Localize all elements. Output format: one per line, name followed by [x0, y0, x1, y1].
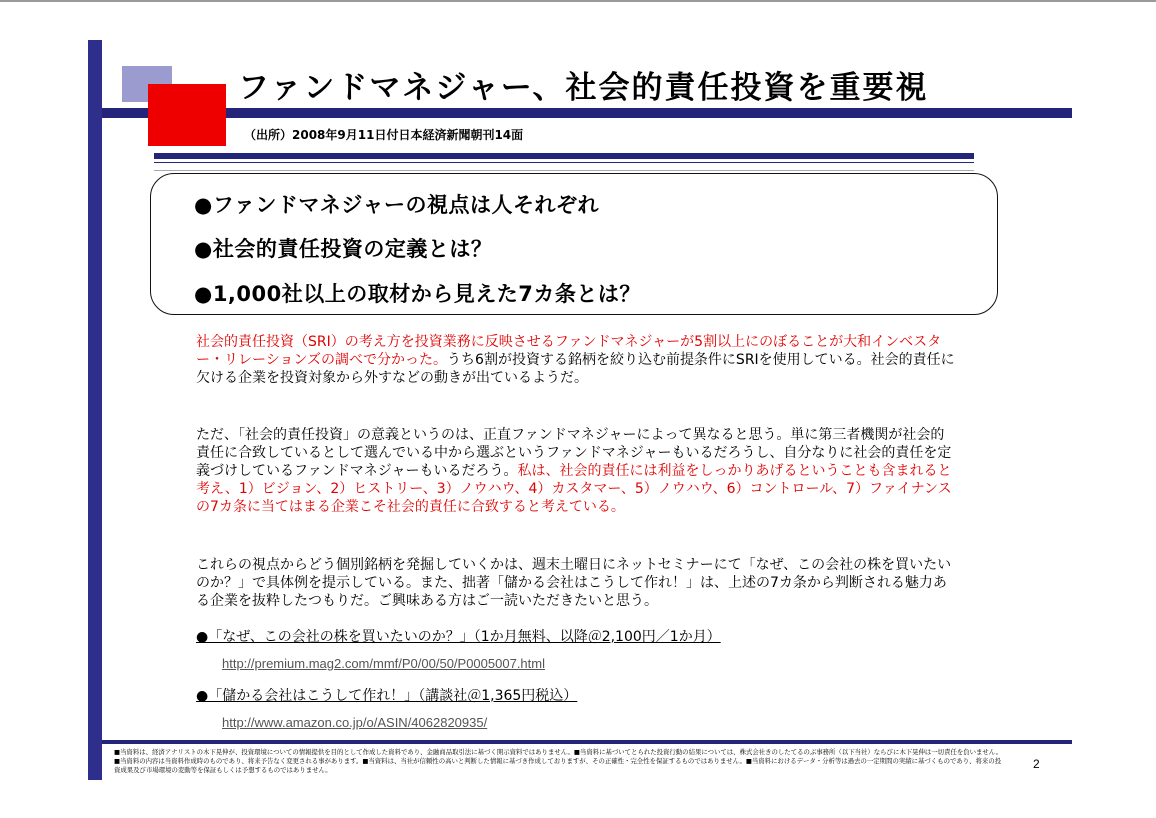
title-underline-band	[226, 108, 1072, 118]
paragraph-1	[196, 333, 958, 387]
seminar-url-link[interactable]: http://premium.mag2.com/mmf/P0/00/50/P0005007.html	[222, 656, 545, 671]
slide-title: ファンドマネジャー、社会的責任投資を重要視	[238, 70, 929, 106]
footer-band	[102, 740, 1072, 744]
disclaimer-text: ■当資料は、経済アナリストの木下晃伸が、投資環境についての情報提供を目的として作成した資料であり、金融商品取引法に基づく開示資料ではありません。■当資料に基づいてとられた投資行動の結果については、株式会社きのしたてるのぶ事務所（以下当社）ならびに木下晃伸は一切責任を負いません。■当資料の内容は当資料作成時のものであり、将来予告なく変更される事があります。■当資料は、当社が信頼性の高いと判断した情報に基づき作成しておりますが、その正確性・完全性を保証するものではありません。■当資料におけるデータ・分析等は過去の一定期間の実績に基づくものであり、将来の投資成果及び市場環境の変動等を保証もしくは予想するものではありません。	[114, 748, 1002, 774]
title-square-red	[148, 84, 226, 146]
key-point-1: ●ファンドマネジャーの視点は人それぞれ	[194, 193, 599, 217]
key-point-2: ●社会的責任投資の定義とは？	[194, 237, 493, 261]
book-url-link[interactable]: http://www.amazon.co.jp/o/ASIN/4062820935/	[222, 715, 488, 730]
book-link-label[interactable]: ●「儲かる会社はこうして作れ！」（講談社＠1,365円税込）	[196, 688, 578, 704]
paragraph-2-highlight: 私は、社会的責任には利益をしっかりあげるということも含まれると考え、1）ビジョン、2）ヒストリー、3）ノウハウ、4）カスタマー、5）ノウハウ、6）コントロール、7）ファイナンスの7カ条に当てはまる企業こそ社会的責任に合致すると考えている。	[196, 463, 952, 515]
top-rule	[0, 0, 1156, 2]
separator-thin	[154, 162, 974, 163]
paragraph-1-text: うち6割が投資する銘柄を絞り込む前提条件にSRIを使用している。社会的責任に欠ける企業を投資対象から外すなどの動きが出ているようだ。	[196, 352, 955, 386]
paragraph-1-highlight: 社会的責任投資（SRI）の考え方を投資業務に反映させるファンドマネジャーが5割以上にのぼることが大和インベスター・リレーションズの調べで分かった。	[196, 334, 942, 368]
title-underline-band-left	[102, 108, 148, 118]
key-point-3: ●1,000社以上の取材から見えた7カ条とは？	[194, 282, 641, 306]
source-note: （出所）2008年9月11日付日本経済新聞朝刊14面	[244, 128, 524, 142]
paragraph-2	[196, 426, 958, 516]
seminar-link-label[interactable]: ●「なぜ、この会社の株を買いたいのか？」（1か月無料、以降＠2,100円／1か月）	[196, 629, 721, 645]
separator-gray	[154, 170, 974, 171]
separator-thick	[154, 153, 974, 159]
left-accent-bar	[88, 40, 102, 780]
paragraph-3: これらの視点からどう個別銘柄を発掘していくかは、週末土曜日にネットセミナーにて「なぜ、この会社の株を買いたいのか？」で具体例を提示している。また、拙著「儲かる会社はこうして作れ！」は、上述の7カ条から判断される魅力ある企業を抜粋したつもりだ。ご興味ある方はご一読いただきたいと思う。	[196, 557, 952, 609]
page-number: 2	[1033, 757, 1040, 771]
paragraph-2-text: ただ、「社会的責任投資」の意義というのは、正直ファンドマネジャーによって異なると思う。単に第三者機関が社会的責任に合致しているとして選んでいる中から選ぶというファンドマネジャーもいるだろうし、自分なりに社会的責任を定義づけしているファンドマネジャーもいるだろう。	[196, 427, 952, 479]
